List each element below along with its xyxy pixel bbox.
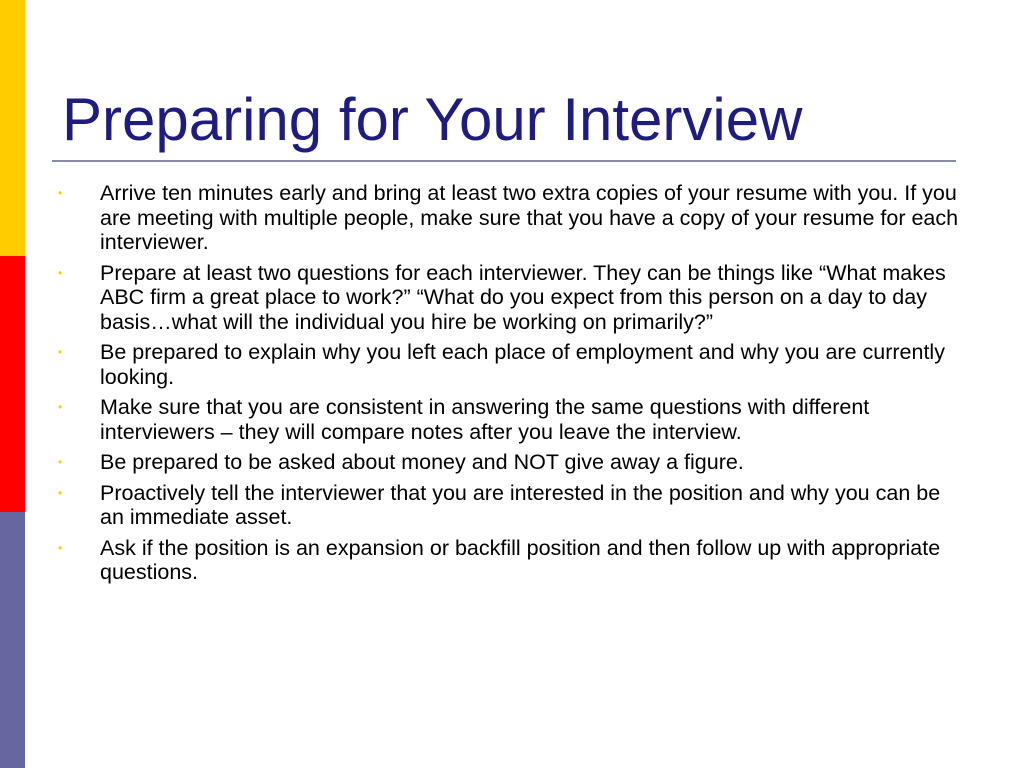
bullet-icon: • [58, 345, 63, 359]
bullet-icon: • [58, 265, 63, 280]
bullet-list [56, 181, 966, 591]
bullet-text: Be prepared to explain why you left each place of employment and why you are currently looking. [100, 340, 945, 389]
bullet-text: Prepare at least two questions for each interviewer. They can be things like “What makes ABC firm a great place to work?” “What do you expect from this person on a day to day basis…what will the individual you hire be working on primarily?” [100, 260, 946, 334]
side-bar-red-segment [0, 256, 25, 512]
bullet-icon: • [58, 186, 63, 200]
bullet-item [56, 395, 966, 444]
side-color-bar [0, 0, 25, 768]
bullet-item [56, 481, 966, 530]
bullet-item [56, 536, 966, 585]
bullet-item [56, 181, 966, 255]
side-bar-purple-segment [0, 512, 25, 768]
side-bar-yellow-segment [0, 0, 25, 256]
bullet-text: Be prepared to be asked about money and NOT give away a figure. [100, 450, 744, 474]
bullet-item [56, 450, 966, 475]
bullet-text: Proactively tell the interviewer that you are interested in the position and why you can be an immediate asset. [100, 480, 941, 529]
bullet-icon: • [58, 540, 63, 555]
bullet-icon: • [58, 400, 63, 414]
bullet-icon: • [58, 485, 63, 500]
slide-title: Preparing for Your Interview [62, 86, 803, 153]
bullet-item [56, 340, 966, 389]
bullet-text: Arrive ten minutes early and bring at least two extra copies of your resume with you. If you are meeting with multiple people, make sure that you have a copy of your resume for each interviewer. [100, 181, 959, 254]
bullet-text: Ask if the position is an expansion or backfill position and then follow up with appropriate questions. [100, 535, 941, 584]
bullet-text: Make sure that you are consistent in answering the same questions with different interviewers – they will compare notes after you leave the interview. [100, 395, 870, 444]
bullet-icon: • [58, 455, 63, 469]
title-divider [52, 160, 956, 162]
bullet-item [56, 261, 966, 335]
